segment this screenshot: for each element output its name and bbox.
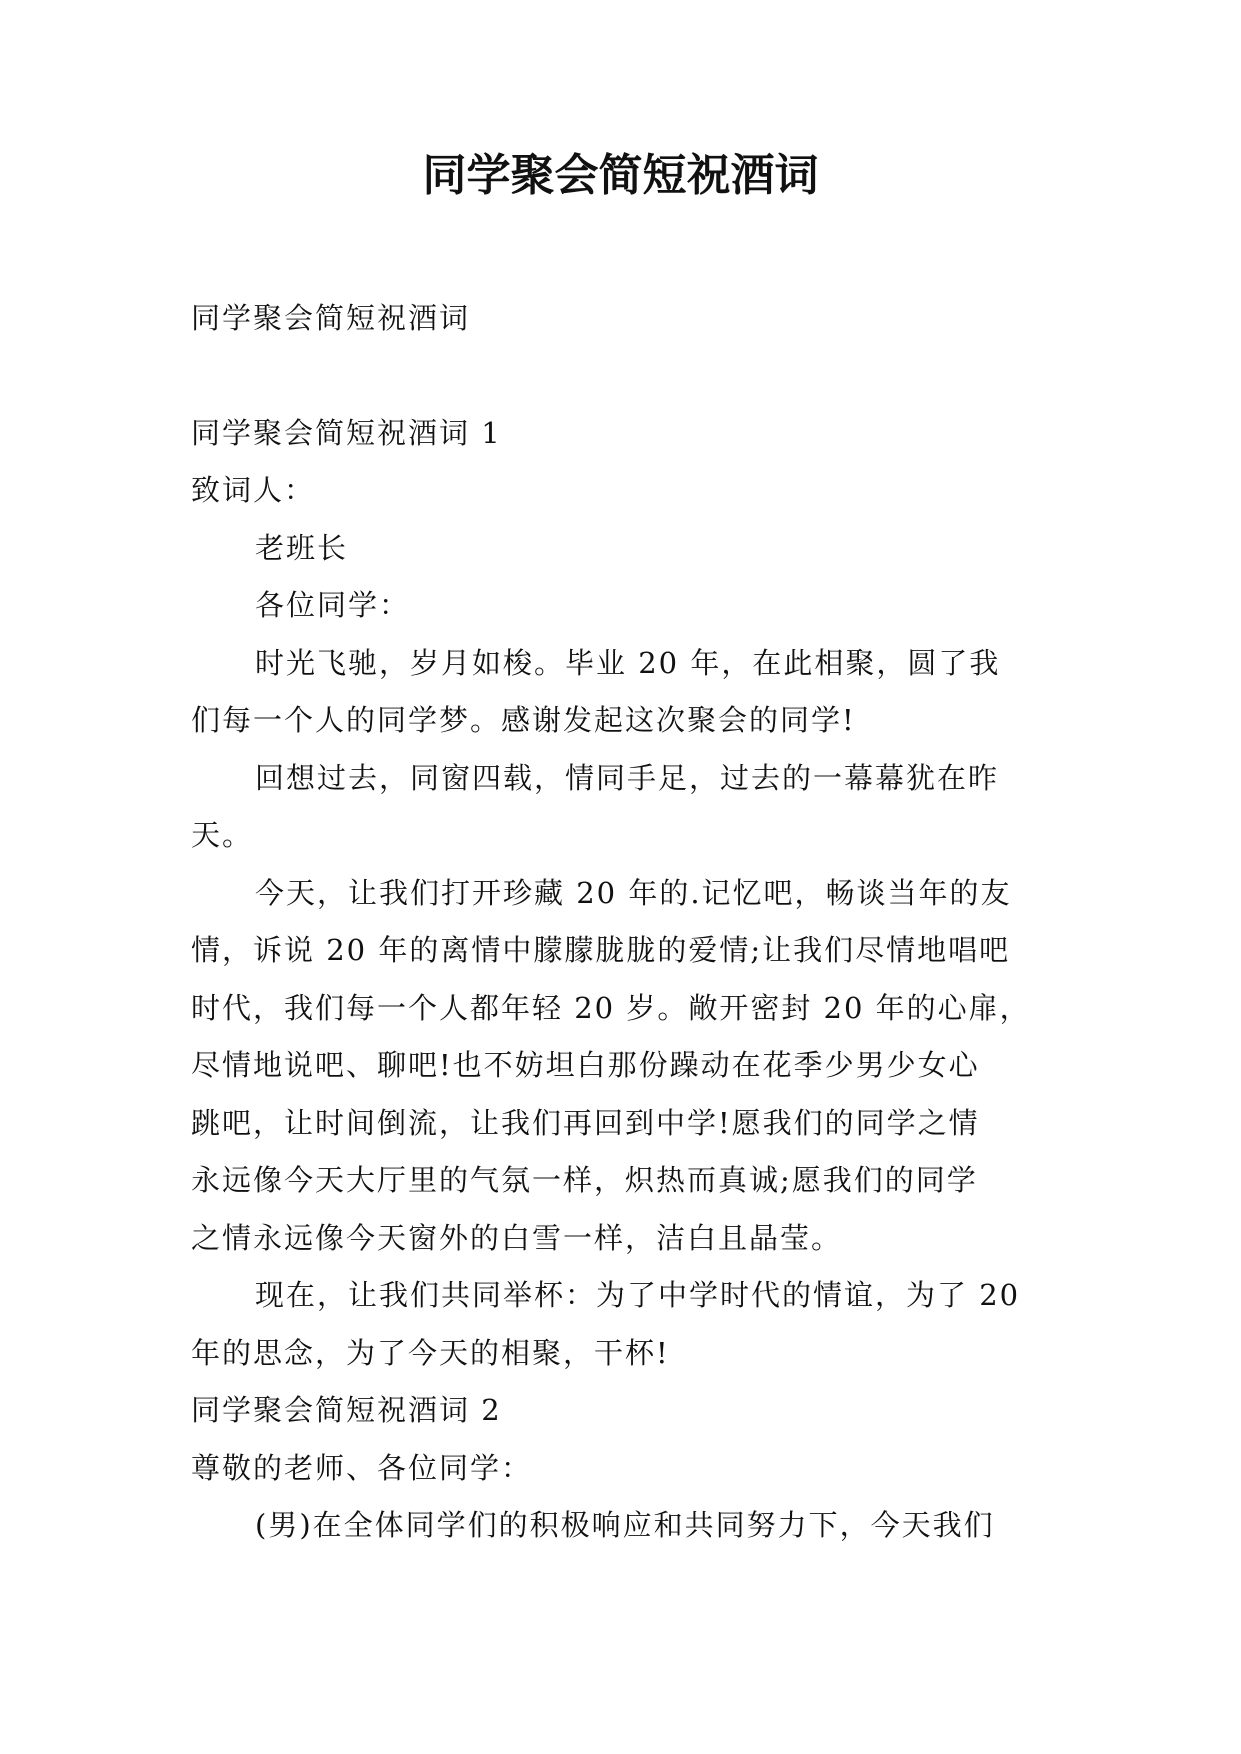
- paragraph-line: 情，诉说 20 年的离情中朦朦胧胧的爱情;让我们尽情地唱吧: [191, 933, 1011, 967]
- document-title: 同学聚会简短祝酒词: [422, 150, 819, 201]
- speaker-name: 老班长: [255, 530, 349, 565]
- paragraph-line: 天。: [191, 818, 254, 852]
- document-body: [191, 290, 1051, 1555]
- paragraph-line: 时代，我们每一个人都年轻 20 岁。敞开密封 20 年的心扉，: [191, 990, 1031, 1025]
- paragraph-line: 现在，让我们共同举杯：为了中学时代的情谊，为了 20: [255, 1278, 1021, 1312]
- paragraph-line: 们每一个人的同学梦。感谢发起这次聚会的同学!: [191, 703, 856, 737]
- subtitle-line: 同学聚会简短祝酒词: [191, 301, 471, 335]
- paragraph-line: 永远像今天大厅里的气氛一样，炽热而真诚;愿我们的同学: [191, 1163, 978, 1197]
- paragraph-line: 回想过去，同窗四载，情同手足，过去的一幕幕犹在昨: [255, 760, 1000, 795]
- paragraph-line: 跳吧，让时间倒流，让我们再回到中学!愿我们的同学之情: [191, 1105, 980, 1140]
- paragraph-line: 尽情地说吧、聊吧!也不妨坦白那份躁动在花季少男少女心: [191, 1048, 980, 1082]
- paragraph-line: 之情永远像今天窗外的白雪一样，洁白且晶莹。: [191, 1220, 843, 1255]
- section-heading-1: 同学聚会简短祝酒词 1: [191, 415, 502, 450]
- paragraph-line: 时光飞驰，岁月如梭。毕业 20 年，在此相聚，圆了我: [255, 645, 1001, 680]
- section-heading-2: 同学聚会简短祝酒词 2: [191, 1393, 502, 1427]
- paragraph-line: 今天，让我们打开珍藏 20 年的.记忆吧，畅谈当年的友: [255, 875, 1012, 910]
- salutation: 尊敬的老师、各位同学：: [191, 1450, 533, 1485]
- paragraph-line: (男)在全体同学们的积极响应和共同努力下，今天我们: [255, 1508, 995, 1542]
- salutation: 各位同学：: [255, 588, 411, 622]
- paragraph-line: 年的思念，为了今天的相聚，干杯!: [191, 1335, 670, 1370]
- speaker-label: 致词人：: [191, 473, 316, 507]
